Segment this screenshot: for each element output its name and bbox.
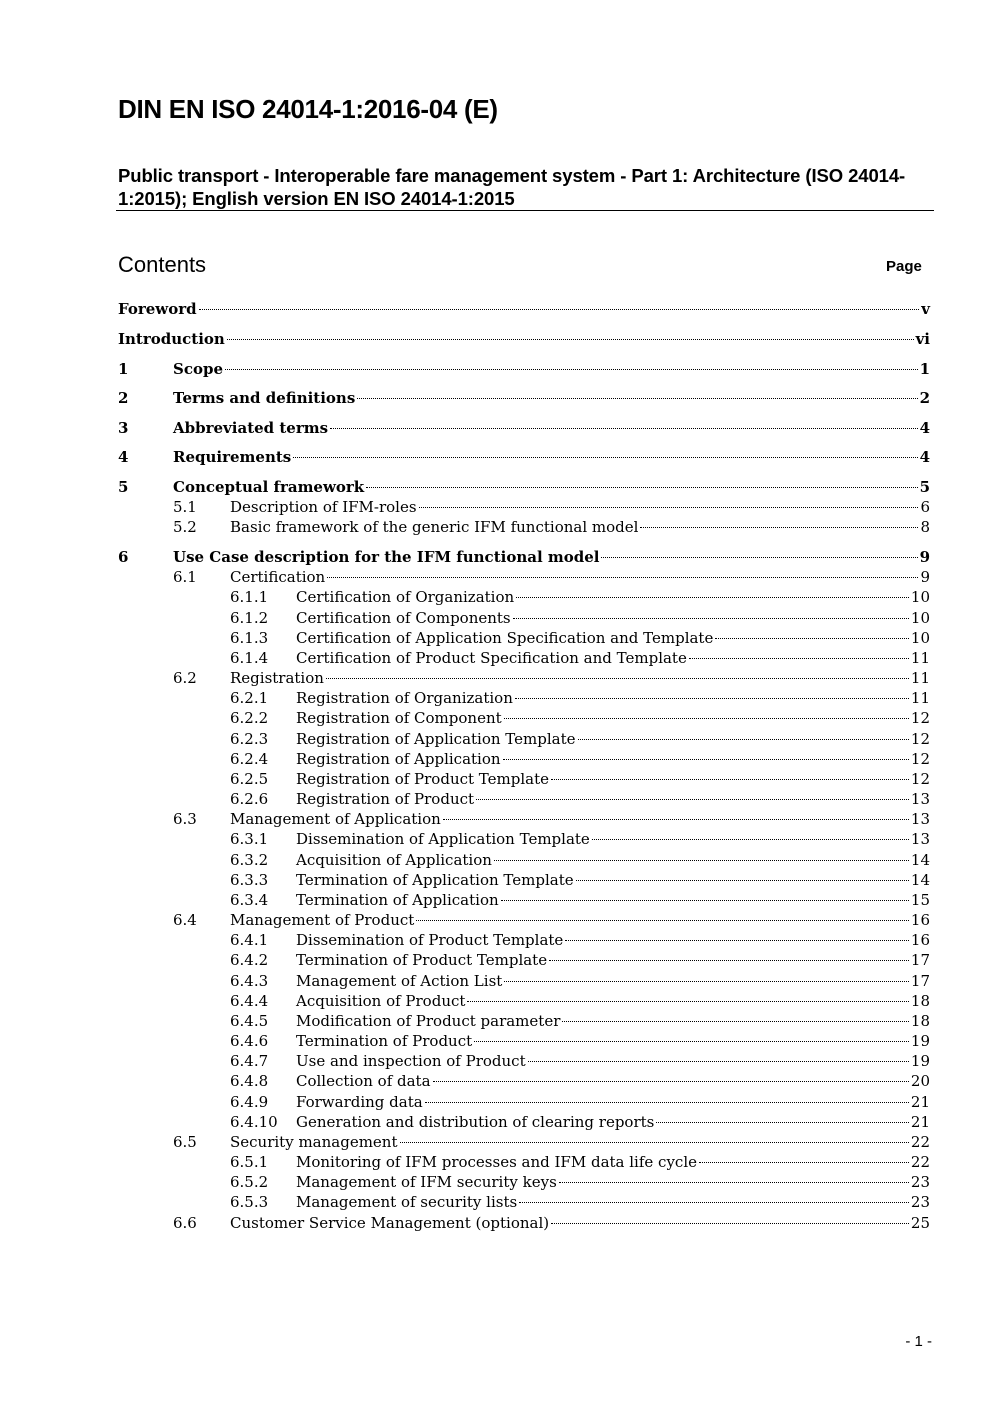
toc-entry-number: 6.4.2	[230, 951, 269, 969]
document-title: DIN EN ISO 24014-1:2016-04 (E)	[118, 94, 498, 124]
toc-entry-label[interactable]: Termination of Product Template	[296, 951, 548, 969]
toc-entry-number: 6.4.3	[230, 972, 269, 990]
toc-entry[interactable]	[230, 930, 930, 950]
toc-entry-label[interactable]: Registration of Product Template	[296, 770, 549, 788]
toc-entry-page[interactable]: 9	[920, 568, 930, 586]
toc-dot-leader	[601, 557, 917, 558]
toc-dot-leader	[476, 799, 909, 800]
toc-entry[interactable]	[173, 668, 930, 688]
toc-entry-label[interactable]: Management of IFM security keys	[296, 1173, 557, 1191]
toc-dot-leader	[366, 487, 917, 488]
toc-entry-page[interactable]: 10	[910, 629, 930, 647]
toc-entry[interactable]	[173, 517, 930, 537]
toc-entry-page[interactable]: 10	[910, 609, 930, 627]
toc-entry-number: 1	[118, 360, 129, 378]
toc-entry-page[interactable]: 23	[910, 1173, 930, 1191]
document-subtitle: Public transport - Interoperable fare management system - Part 1: Architecture (ISO 24014-1:2015); English version EN ISO 24014-1:2015	[118, 165, 906, 209]
toc-dot-leader	[516, 597, 909, 598]
toc-entry-page[interactable]: 21	[910, 1113, 930, 1131]
toc-entry-label[interactable]: Abbreviated terms	[173, 419, 329, 437]
toc-dot-leader	[416, 920, 909, 921]
toc-dot-leader	[327, 577, 918, 578]
toc-entry[interactable]	[230, 1092, 930, 1112]
toc-entry-number: 5.2	[173, 518, 197, 536]
toc-entry-number: 6.4.4	[230, 992, 269, 1010]
toc-entry[interactable]	[230, 991, 930, 1011]
toc-entry-page[interactable]: 23	[910, 1193, 930, 1211]
toc-entry-page[interactable]: 14	[910, 851, 930, 869]
toc-entry-label[interactable]: Termination of Product	[296, 1032, 473, 1050]
toc-dot-leader	[551, 779, 909, 780]
toc-entry-page[interactable]: 17	[910, 972, 930, 990]
toc-dot-leader	[443, 819, 909, 820]
toc-entry[interactable]	[118, 388, 930, 408]
toc-dot-leader	[419, 507, 919, 508]
toc-dot-leader	[559, 1182, 909, 1183]
toc-dot-leader	[330, 428, 917, 429]
toc-entry[interactable]	[230, 1112, 930, 1132]
toc-entry[interactable]	[118, 329, 930, 349]
toc-dot-leader	[699, 1162, 909, 1163]
toc-dot-leader	[551, 1223, 909, 1224]
toc-entry-label[interactable]: Use and inspection of Product	[296, 1052, 526, 1070]
toc-dot-leader	[425, 1102, 909, 1103]
toc-entry[interactable]	[173, 567, 930, 587]
toc-entry[interactable]	[230, 1031, 930, 1051]
toc-entry-number: 6.3.2	[230, 851, 269, 869]
toc-entry-label[interactable]: Management of Product	[230, 911, 415, 929]
toc-entry-page[interactable]: 11	[910, 689, 930, 707]
toc-entry-label[interactable]: Registration of Organization	[296, 689, 513, 707]
toc-dot-leader	[501, 900, 909, 901]
toc-entry-number: 6.1	[173, 568, 197, 586]
toc-dot-leader	[199, 309, 920, 310]
toc-entry-number: 6.5.2	[230, 1173, 269, 1191]
toc-entry[interactable]	[230, 950, 930, 970]
toc-dot-leader	[549, 960, 909, 961]
toc-entry-label[interactable]: Introduction	[118, 330, 225, 348]
toc-entry[interactable]	[230, 749, 930, 769]
toc-entry-number: 5	[118, 478, 129, 496]
toc-entry-page[interactable]: 22	[910, 1133, 930, 1151]
toc-entry[interactable]	[118, 418, 930, 438]
toc-entry-number: 6	[118, 548, 129, 566]
toc-entry-label[interactable]: Management of Application	[230, 810, 441, 828]
toc-entry[interactable]	[230, 608, 930, 628]
toc-dot-leader	[715, 638, 909, 639]
toc-entry-page[interactable]: 13	[910, 790, 930, 808]
toc-dot-leader	[656, 1122, 909, 1123]
toc-entry[interactable]	[230, 789, 930, 809]
toc-dot-leader	[562, 1021, 909, 1022]
toc-entry-label[interactable]: Generation and distribution of clearing reports	[296, 1113, 655, 1131]
toc-dot-leader	[504, 718, 909, 719]
toc-entry-page[interactable]: 16	[910, 911, 930, 929]
toc-entry[interactable]	[173, 1132, 930, 1152]
toc-entry-label[interactable]: Acquisition of Product	[296, 992, 466, 1010]
toc-entry[interactable]	[230, 648, 930, 668]
toc-entry-number: 6.2.3	[230, 730, 269, 748]
toc-entry-page[interactable]: 12	[910, 770, 930, 788]
toc-entry[interactable]	[230, 587, 930, 607]
toc-dot-leader	[357, 398, 917, 399]
toc-entry-page[interactable]: 18	[910, 1012, 930, 1030]
toc-dot-leader	[494, 860, 909, 861]
toc-dot-leader	[326, 678, 909, 679]
toc-dot-leader	[519, 1202, 909, 1203]
toc-entry[interactable]	[230, 729, 930, 749]
toc-dot-leader	[467, 1001, 908, 1002]
toc-entry-label[interactable]: Scope	[173, 360, 224, 378]
toc-entry-label[interactable]: Registration of Component	[296, 709, 502, 727]
toc-entry-page[interactable]: 20	[910, 1072, 930, 1090]
toc-entry-page[interactable]: 21	[910, 1093, 930, 1111]
toc-entry-number: 6.5.1	[230, 1153, 269, 1171]
toc-entry-label[interactable]: Security management	[230, 1133, 398, 1151]
toc-entry-number: 4	[118, 448, 129, 466]
toc-entry[interactable]	[230, 890, 930, 910]
toc-entry[interactable]	[173, 497, 930, 517]
toc-entry[interactable]	[230, 1192, 930, 1212]
toc-entry-label[interactable]: Forwarding data	[296, 1093, 423, 1111]
toc-dot-leader	[474, 1041, 909, 1042]
toc-entry-page[interactable]: 1	[919, 360, 930, 378]
toc-entry-label[interactable]: Certification of Application Specification and Template	[296, 629, 714, 647]
toc-entry-label[interactable]: Use Case description for the IFM functional model	[173, 548, 600, 566]
toc-entry-number: 6.4.7	[230, 1052, 269, 1070]
page-column-label: Page	[886, 258, 922, 275]
toc-entry[interactable]	[230, 829, 930, 849]
toc-dot-leader	[640, 527, 918, 528]
toc-dot-leader	[565, 940, 909, 941]
toc-entry-label[interactable]: Customer Service Management (optional)	[230, 1214, 550, 1232]
toc-entry-page[interactable]: 12	[910, 709, 930, 727]
toc-entry-label[interactable]: Registration of Application Template	[296, 730, 576, 748]
toc-entry-label[interactable]: Dissemination of Application Template	[296, 830, 590, 848]
toc-dot-leader	[504, 981, 909, 982]
toc-entry-page[interactable]: v	[921, 300, 930, 318]
toc-dot-leader	[576, 880, 909, 881]
toc-dot-leader	[689, 658, 909, 659]
toc-entry-label[interactable]: Conceptual framework	[173, 478, 365, 496]
toc-entry[interactable]	[118, 477, 930, 497]
toc-entry-page[interactable]: 8	[920, 518, 930, 536]
toc-entry-number: 6.3.1	[230, 830, 269, 848]
toc-entry[interactable]	[230, 850, 930, 870]
toc-dot-leader	[503, 759, 909, 760]
page-number-footer: - 1 -	[905, 1333, 932, 1350]
toc-entry-number: 6.3.3	[230, 871, 269, 889]
toc-entry-page[interactable]: vi	[915, 330, 930, 348]
toc-entry[interactable]	[230, 1172, 930, 1192]
toc-entry-number: 6.2.4	[230, 750, 269, 768]
toc-entry[interactable]	[173, 910, 930, 930]
toc-entry[interactable]	[230, 708, 930, 728]
toc-entry-number: 6.1.4	[230, 649, 269, 667]
toc-entry-label[interactable]: Management of security lists	[296, 1193, 518, 1211]
toc-entry-number: 6.2.2	[230, 709, 269, 727]
toc-entry-number: 6.4.1	[230, 931, 269, 949]
toc-entry-label[interactable]: Termination of Application	[296, 891, 499, 909]
toc-dot-leader	[578, 739, 909, 740]
toc-entry-number: 6.4	[173, 911, 197, 929]
toc-entry-number: 6.6	[173, 1214, 197, 1232]
toc-entry-label[interactable]: Terms and definitions	[173, 389, 356, 407]
toc-entry[interactable]	[173, 1213, 930, 1233]
toc-entry-number: 6.1.1	[230, 588, 269, 606]
toc-entry-page[interactable]: 14	[910, 871, 930, 889]
toc-entry-page[interactable]: 6	[920, 498, 930, 516]
toc-entry-page[interactable]: 10	[910, 588, 930, 606]
toc-entry-number: 5.1	[173, 498, 197, 516]
toc-entry[interactable]	[230, 1051, 930, 1071]
toc-entry-page[interactable]: 25	[910, 1214, 930, 1232]
toc-entry-page[interactable]: 13	[910, 810, 930, 828]
toc-entry-page[interactable]: 12	[910, 730, 930, 748]
toc-entry-number: 6.4.6	[230, 1032, 269, 1050]
toc-entry[interactable]	[230, 1011, 930, 1031]
toc-entry-number: 6.4.8	[230, 1072, 269, 1090]
toc-entry[interactable]	[118, 359, 930, 379]
toc-entry-label[interactable]: Registration	[230, 669, 324, 687]
toc-dot-leader	[528, 1061, 909, 1062]
toc-entry-label[interactable]: Certification of Product Specification and Template	[296, 649, 687, 667]
toc-dot-leader	[592, 839, 909, 840]
toc-entry-page[interactable]: 12	[910, 750, 930, 768]
toc-entry-page[interactable]: 19	[910, 1052, 930, 1070]
toc-entry[interactable]	[118, 547, 930, 567]
toc-entry[interactable]	[230, 971, 930, 991]
toc-entry-label[interactable]: Foreword	[118, 300, 197, 318]
toc-dot-leader	[225, 369, 918, 370]
toc-entry-number: 6.3	[173, 810, 197, 828]
toc-entry-page[interactable]: 2	[919, 389, 930, 407]
toc-entry-page[interactable]: 5	[919, 478, 930, 496]
toc-entry-number: 6.3.4	[230, 891, 269, 909]
toc-entry-number: 6.5	[173, 1133, 197, 1151]
toc-entry-label[interactable]: Acquisition of Application	[296, 851, 492, 869]
toc-entry-page[interactable]: 4	[919, 448, 930, 466]
toc-entry-page[interactable]: 18	[910, 992, 930, 1010]
toc-entry-page[interactable]: 16	[910, 931, 930, 949]
toc-entry-label[interactable]: Certification of Components	[296, 609, 511, 627]
toc-entry[interactable]	[118, 447, 930, 467]
toc-entry-number: 6.2	[173, 669, 197, 687]
toc-entry-page[interactable]: 17	[910, 951, 930, 969]
toc-entry[interactable]	[230, 769, 930, 789]
toc-entry-page[interactable]: 11	[910, 669, 930, 687]
toc-entry-number: 6.2.5	[230, 770, 269, 788]
toc-entry-label[interactable]: Requirements	[173, 448, 292, 466]
toc-entry[interactable]	[118, 299, 930, 319]
toc-dot-leader	[293, 457, 917, 458]
toc-entry-number: 6.2.1	[230, 689, 269, 707]
toc-entry-number: 3	[118, 419, 129, 437]
toc-dot-leader	[227, 339, 914, 340]
toc-entry-number: 2	[118, 389, 129, 407]
toc-dot-leader	[400, 1142, 909, 1143]
toc-entry[interactable]	[230, 628, 930, 648]
toc-entry-number: 6.4.9	[230, 1093, 269, 1111]
toc-entry[interactable]	[230, 688, 930, 708]
toc-entry-label[interactable]: Description of IFM-roles	[230, 498, 417, 516]
toc-entry-number: 6.5.3	[230, 1193, 269, 1211]
toc-entry-label[interactable]: Basic framework of the generic IFM functional model	[230, 518, 639, 536]
toc-entry-number: 6.1.2	[230, 609, 269, 627]
toc-entry-page[interactable]: 11	[910, 649, 930, 667]
toc-entry-page[interactable]: 4	[919, 419, 930, 437]
toc-entry[interactable]	[230, 1152, 930, 1172]
contents-heading: Contents	[118, 252, 207, 277]
toc-dot-leader	[433, 1081, 909, 1082]
toc-entry-page[interactable]: 15	[910, 891, 930, 909]
toc-entry-page[interactable]: 22	[910, 1153, 930, 1171]
toc-entry-label[interactable]: Collection of data	[296, 1072, 431, 1090]
toc-entry-number: 6.4.5	[230, 1012, 269, 1030]
toc-entry-page[interactable]: 19	[910, 1032, 930, 1050]
toc-entry-label[interactable]: Modification of Product parameter	[296, 1012, 561, 1030]
toc-entry-label[interactable]: Certification of Organization	[296, 588, 515, 606]
toc-entry-number: 6.2.6	[230, 790, 269, 808]
toc-dot-leader	[513, 618, 909, 619]
toc-entry-label[interactable]: Termination of Application Template	[296, 871, 574, 889]
toc-dot-leader	[515, 698, 909, 699]
toc-entry-label[interactable]: Registration of Application	[296, 750, 501, 768]
toc-entry-number: 6.4.10	[230, 1113, 278, 1131]
toc-entry-page[interactable]: 13	[910, 830, 930, 848]
toc-entry-label[interactable]: Certification	[230, 568, 326, 586]
toc-entry[interactable]	[230, 1071, 930, 1091]
toc-entry[interactable]	[173, 809, 930, 829]
toc-entry-label[interactable]: Management of Action List	[296, 972, 503, 990]
toc-entry[interactable]	[230, 870, 930, 890]
toc-entry-label[interactable]: Registration of Product	[296, 790, 475, 808]
toc-entry-label[interactable]: Monitoring of IFM processes and IFM data life cycle	[296, 1153, 697, 1171]
toc-entry-label[interactable]: Dissemination of Product Template	[296, 931, 564, 949]
toc-entry-number: 6.1.3	[230, 629, 269, 647]
toc-entry-page[interactable]: 9	[919, 548, 930, 566]
